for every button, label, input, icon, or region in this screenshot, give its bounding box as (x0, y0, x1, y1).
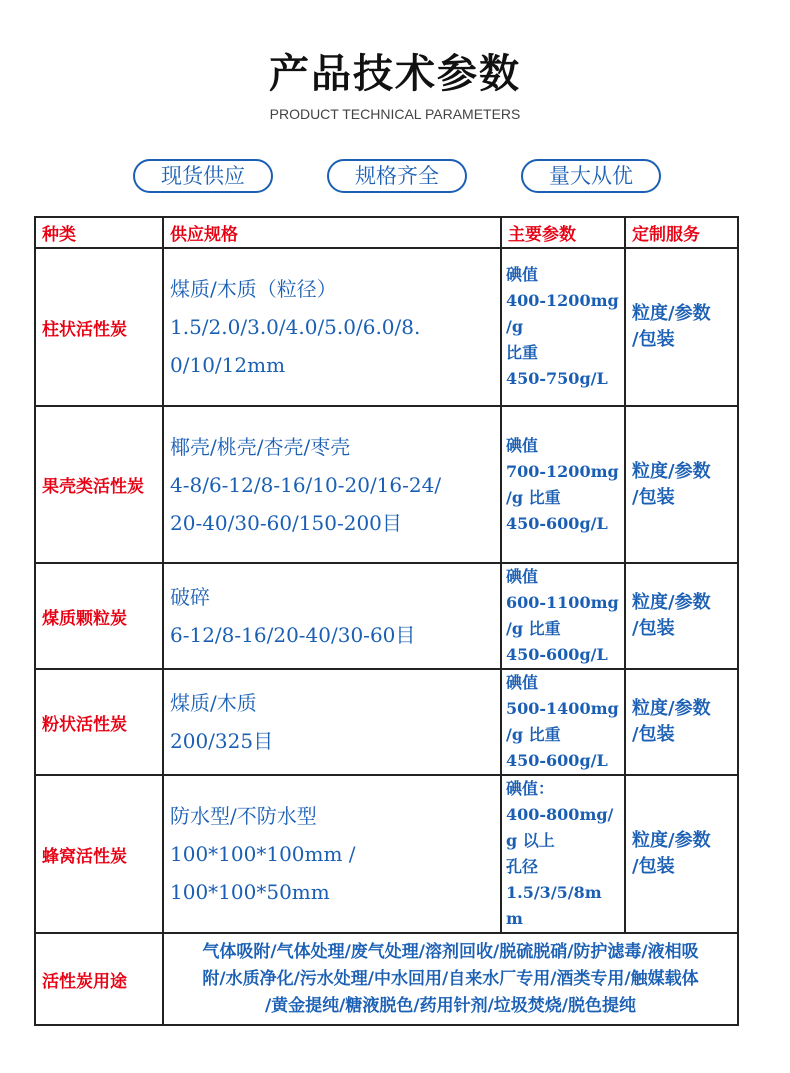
spec-line: 煤质/木质（粒径） (170, 277, 337, 301)
param-line: 碘值 (506, 435, 539, 455)
param-line: 450-600g/L (506, 751, 608, 770)
usage-line: 附/水质净化/污水处理/中水回用/自来水厂专用/酒类专用/触媒载体 (202, 968, 699, 989)
table-row (35, 563, 738, 669)
row-spec (163, 775, 501, 933)
service-line: /包装 (632, 618, 675, 639)
param-line: 400-1200mg (506, 291, 619, 310)
usage-content (163, 933, 738, 1025)
param-line: 碘值： (506, 779, 555, 798)
row-param (501, 406, 625, 563)
row-service (625, 406, 738, 563)
row-service (625, 775, 738, 933)
param-line: m (506, 909, 523, 928)
param-line: 400-800mg/ (506, 805, 614, 824)
param-line: 碘值 (506, 673, 539, 692)
header-service: 定制服务 (625, 217, 738, 248)
param-line: 1.5/3/5/8m (506, 883, 602, 902)
row-param (501, 775, 625, 933)
spec-line: 6-12/8-16/20-40/30-60目 (170, 623, 416, 647)
row-type: 煤质颗粒炭 (35, 563, 163, 669)
spec-line: 防水型/不防水型 (170, 804, 317, 828)
param-line: g 以上 (506, 831, 555, 850)
spec-line: 破碎 (170, 585, 210, 609)
param-line: 700-1200mg (506, 461, 619, 481)
service-line: /包装 (632, 329, 675, 350)
param-line: 碘值 (506, 265, 539, 284)
param-line: 450-750g/L (506, 369, 608, 388)
page-subtitle: PRODUCT TECHNICAL PARAMETERS (269, 106, 521, 122)
spec-line: 20-40/30-60/150-200目 (170, 510, 402, 535)
badge-bulk-discount: 量大从优 (521, 159, 661, 193)
table-row (35, 248, 738, 406)
param-line: 比重 (506, 343, 539, 362)
spec-line: 100*100*100mm / (170, 842, 356, 866)
badge-full-specs: 规格齐全 (327, 159, 467, 193)
header-param: 主要参数 (501, 217, 625, 248)
row-type: 粉状活性炭 (35, 669, 163, 775)
service-line: 粒度/参数 (632, 303, 711, 324)
row-spec (163, 406, 501, 563)
row-spec (163, 248, 501, 406)
spec-line: 4-8/6-12/8-16/10-20/16-24/ (170, 472, 442, 497)
param-line: 500-1400mg (506, 699, 619, 718)
service-line: 粒度/参数 (632, 592, 711, 613)
service-line: 粒度/参数 (632, 698, 711, 719)
param-line: 孔径 (506, 857, 539, 876)
table-row (35, 775, 738, 933)
badge-in-stock: 现货供应 (133, 159, 273, 193)
row-type: 蜂窝活性炭 (35, 775, 163, 933)
row-service (625, 563, 738, 669)
param-line: /g (506, 317, 524, 336)
service-line: 粒度/参数 (632, 460, 711, 482)
row-service (625, 669, 738, 775)
param-line: 450-600g/L (506, 645, 608, 664)
param-line: /g 比重 (506, 487, 561, 507)
spec-line: 煤质/木质 (170, 691, 257, 715)
parameters-table (34, 216, 739, 1026)
table-row (35, 406, 738, 563)
service-line: /包装 (632, 724, 675, 745)
service-line: /包装 (632, 486, 675, 508)
param-line: /g 比重 (506, 619, 561, 638)
param-line: 600-1100mg (506, 593, 619, 612)
row-spec (163, 563, 501, 669)
row-type: 果壳类活性炭 (35, 406, 163, 563)
param-line: 碘值 (506, 567, 539, 586)
param-line: /g 比重 (506, 725, 561, 744)
row-param (501, 563, 625, 669)
usage-line: 气体吸附/气体处理/废气处理/溶剂回收/脱硫脱硝/防护滤毒/液相吸 (202, 941, 699, 962)
usage-label: 活性炭用途 (35, 933, 163, 1025)
row-spec (163, 669, 501, 775)
service-line: /包装 (632, 856, 675, 877)
header-spec: 供应规格 (163, 217, 501, 248)
row-param (501, 669, 625, 775)
feature-badges (0, 159, 790, 195)
header-type: 种类 (35, 217, 163, 248)
table-row (35, 669, 738, 775)
service-line: 粒度/参数 (632, 830, 711, 851)
spec-line: 0/10/12mm (170, 353, 286, 377)
usage-row (35, 933, 738, 1025)
page-title: 产品技术参数 (269, 51, 521, 97)
table-header-row (35, 217, 738, 248)
param-line: 450-600g/L (506, 513, 608, 533)
spec-line: 椰壳/桃壳/杏壳/枣壳 (170, 434, 351, 459)
row-type: 柱状活性炭 (35, 248, 163, 406)
usage-line: /黄金提纯/糖液脱色/药用针剂/垃圾焚烧/脱色提纯 (264, 995, 637, 1016)
spec-line: 100*100*50mm (170, 880, 330, 904)
row-param (501, 248, 625, 406)
spec-line: 200/325目 (170, 729, 274, 753)
spec-line: 1.5/2.0/3.0/4.0/5.0/6.0/8. (170, 315, 421, 339)
row-service (625, 248, 738, 406)
